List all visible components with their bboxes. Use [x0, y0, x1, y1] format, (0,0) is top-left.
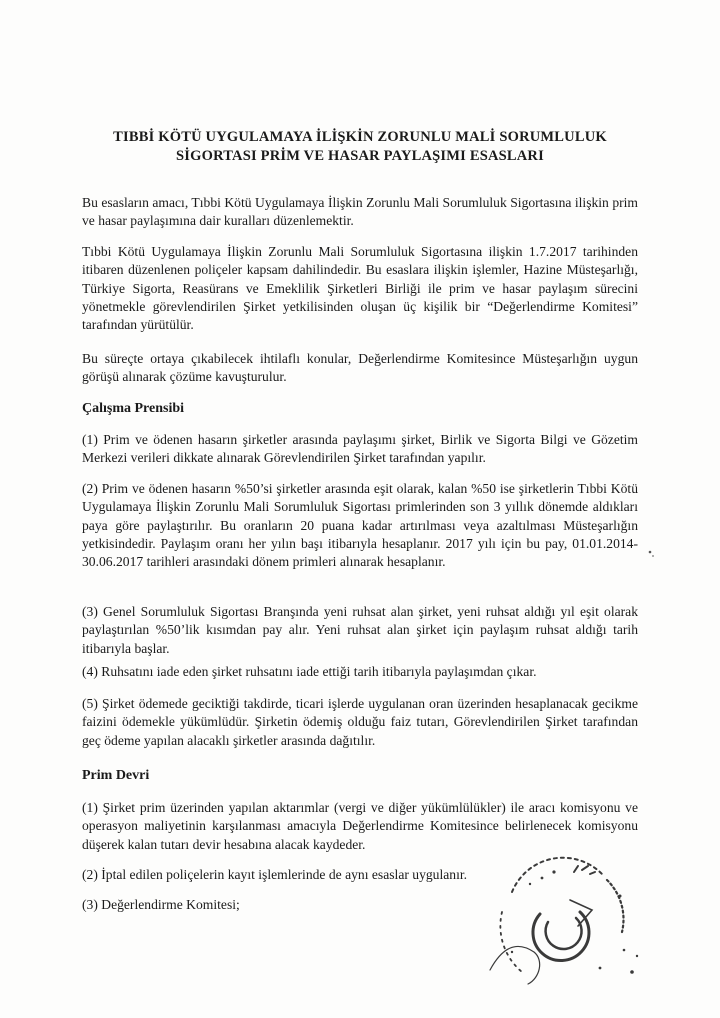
document-title-line-2: SİGORTASI PRİM VE HASAR PAYLAŞIMI ESASLARI: [176, 148, 544, 164]
principle-item-1: (1) Prim ve ödenen hasarın şirketler arasında paylaşımı şirket, Birlik ve Sigorta Bilgi ve Gözetim Merkezi verileri dikkate alınarak Görevlendirilen Şirket tarafından yapılır.: [82, 432, 638, 466]
principle-item-3: (3) Genel Sorumluluk Sigortası Branşında yeni ruhsat alan şirket, yeni ruhsat aldığı yıl eşit olarak paylaştırılan %50’lik kısımdan pay alır. Yeni ruhsat alan şirket için paylaşım ruhsat aldığı tarih itibarıyla başlar.: [82, 604, 638, 656]
intro-paragraph-purpose: Bu esasların amacı, Tıbbi Kötü Uygulamaya İlişkin Zorunlu Mali Sorumluluk Sigortasına ilişkin prim ve hasar paylaşımına dair kuralları düzenlemektir.: [82, 195, 638, 229]
intro-paragraph-scope: Tıbbi Kötü Uygulamaya İlişkin Zorunlu Mali Sorumluluk Sigortasına ilişkin 1.7.2017 tarihinden itibaren düzenlenen poliçeler kapsam dahilindedir. Bu esaslara ilişkin işlemler, Hazine Müsteşarlığı, Türkiye Sigorta, Reasürans ve Emeklilik Şirketleri Birliği ile prim ve hasar paylaşım sürecini yönetmekle görevlendirilen Şirket yetkilisinden oluşan üç kişilik bir “Değerlendirme Komitesi” tarafından yürütülür.: [82, 244, 638, 333]
principle-item-2: (2) Prim ve ödenen hasarın %50’si şirketler arasında eşit olarak, kalan %50 ise şirketlerin Tıbbi Kötü Uygulamaya İlişkin Zorunlu Mali Sorumluluk Sigortası primlerinden son 3 yıllık dönemde aldıkları paya göre paylaştırılır. Bu oranların 20 puana kadar artırılması veya azaltılması Müsteşarlığın yetkisindedir. Paylaşım oranı her yılın başı itibarıyla hesaplanır. 2017 yılı için bu pay, 01.01.2014-30.06.2017 tarihleri arasındaki dönem primleri alınarak hesaplanır.: [82, 481, 638, 570]
official-seal-stamp-icon: [482, 852, 642, 992]
transfer-item-2: (2) İptal edilen poliçelerin kayıt işlemlerinde de aynı esaslar uygulanır.: [82, 867, 468, 882]
transfer-item-3: (3) Değerlendirme Komitesi;: [82, 897, 240, 912]
document-title-line-1: TIBBİ KÖTÜ UYGULAMAYA İLİŞKİN ZORUNLU MALİ SORUMLULUK: [113, 129, 607, 145]
scan-speck-icon: [640, 540, 660, 570]
principle-item-4: (4) Ruhsatını iade eden şirket ruhsatını iade ettiği tarih itibarıyla paylaşımdan çıkar.: [82, 664, 537, 679]
principle-item-5: (5) Şirket ödemede geciktiği takdirde, ticari işlerde uygulanan oran üzerinden hesaplanacak gecikme faizini ödemekle yükümlüdür. Şirketin ödemiş olduğu faiz tutarı, Görevlendirilen Şirket tarafından geç ödeme yapılan alacaklı şirketler arasında dağıtılır.: [82, 696, 638, 748]
section-heading-premium-transfer: Prim Devri: [82, 768, 150, 783]
transfer-item-1: (1) Şirket prim üzerinden yapılan aktarımlar (vergi ve diğer yükümlülükler) ile aracı komisyonu ve operasyon maliyetinin karşılanması amacıyla Değerlendirme Komitesince belirlenecek komisyonu düşerek kalan tutarı devir hesabına alacak kaydeder.: [82, 800, 638, 852]
section-heading-working-principle: Çalışma Prensibi: [82, 401, 185, 416]
intro-paragraph-disputes: Bu süreçte ortaya çıkabilecek ihtilaflı konular, Değerlendirme Komitesince Müsteşarlığın uygun görüşü alınarak çözüme kavuşturulur.: [82, 351, 638, 385]
